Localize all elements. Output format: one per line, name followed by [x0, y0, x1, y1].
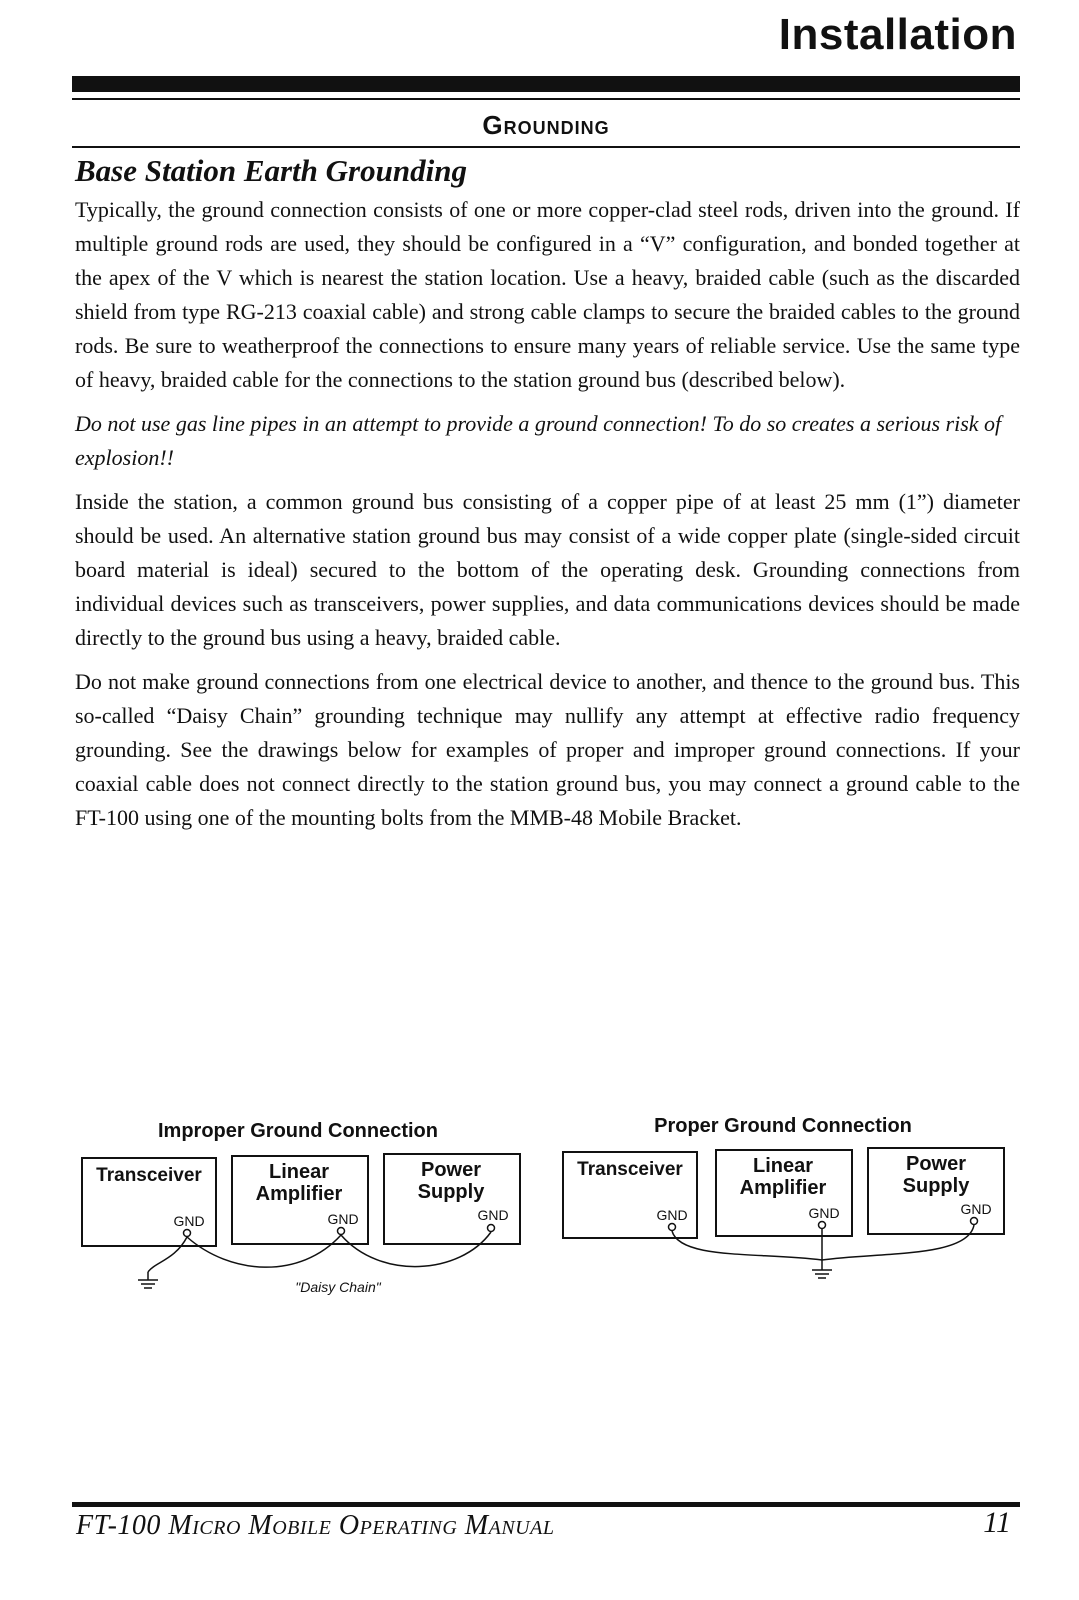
- improper-amplifier-gnd: GND: [327, 1211, 359, 1227]
- proper-terminal-2: [819, 1222, 826, 1229]
- warning-gas-pipes: Do not use gas line pipes in an attempt to provide a ground connection! To do so creates a serious risk of explosion!!: [75, 411, 1002, 471]
- improper-transceiver-gnd: GND: [173, 1213, 205, 1229]
- section-rule: [72, 146, 1020, 148]
- improper-power-supply-label-1: Power: [420, 1159, 482, 1181]
- proper-amplifier-label-1: Linear: [752, 1155, 814, 1177]
- subheading: Base Station Earth Grounding: [75, 153, 467, 188]
- proper-transceiver-gnd: GND: [656, 1207, 688, 1223]
- improper-daisy-chain-label: "Daisy Chain": [295, 1279, 381, 1295]
- improper-power-supply-gnd: GND: [477, 1207, 509, 1223]
- improper-amplifier-label-1: Linear: [268, 1161, 330, 1183]
- improper-amplifier-label-2: Amplifier: [255, 1183, 343, 1205]
- improper-chain-wire-2: [341, 1232, 491, 1267]
- proper-diagram: [563, 1115, 1004, 1278]
- proper-terminal-1: [669, 1224, 676, 1231]
- footer-manual-title: FT-100 Micro Mobile Operating Manual: [76, 1510, 555, 1541]
- paragraph-ground-bus: Inside the station, a common ground bus consisting of a copper pipe of at least 25 mm (1”) diameter should be used. An alternative station ground bus may consist of a wide copper plate (single-sided circuit board material is ideal) secured to the bottom of the operating desk. Grounding connections from individual devices such as transceivers, power supplies, and data communications devices should be made directly to the ground bus using a heavy, braided cable.: [75, 489, 1020, 651]
- section-heading: Grounding: [482, 110, 610, 140]
- proper-amplifier-gnd: GND: [808, 1205, 840, 1221]
- proper-wire-3: [822, 1225, 974, 1260]
- improper-ground-wire: [148, 1237, 187, 1272]
- improper-transceiver-label: Transceiver: [96, 1165, 202, 1186]
- header-thick-rule: [72, 76, 1020, 92]
- proper-power-supply-gnd: GND: [960, 1201, 992, 1217]
- proper-power-supply-label-1: Power: [905, 1153, 967, 1175]
- proper-transceiver-label: Transceiver: [577, 1159, 683, 1180]
- footer-rule: [72, 1502, 1020, 1507]
- improper-terminal-3: [488, 1225, 495, 1232]
- header-thin-rule: [72, 98, 1020, 100]
- improper-chain-wire-1: [187, 1235, 341, 1267]
- improper-terminal-1: [184, 1230, 191, 1237]
- improper-diagram-title: Improper Ground Connection: [158, 1120, 438, 1142]
- improper-diagram: [82, 1120, 520, 1295]
- paragraph-daisy-chain: Do not make ground connections from one electrical device to another, and thence to the ground bus. This so-called “Daisy Chain” grounding technique may nullify any attempt at effective radio frequency grounding. See the drawings below for examples of proper and improper ground connections. If your coaxial cable does not connect directly to the station ground bus, you may connect a ground cable to the FT-100 using one of the mounting bolts from the MMB-48 Mobile Bracket.: [75, 669, 1020, 831]
- proper-diagram-title: Proper Ground Connection: [654, 1115, 912, 1137]
- proper-ground-symbol: [812, 1260, 832, 1278]
- main-content: [75, 152, 1020, 845]
- paragraph-earth-grounding: Typically, the ground connection consists of one or more copper-clad steel rods, driven into the ground. If multiple ground rods are used, they should be configured in a “V” configuration, and bonded together at the apex of the V which is nearest the station location. Use a heavy, braided cable (such as the discarded shield from type RG-213 coaxial cable) and strong cable clamps to secure the braided cables to the ground rods. Be sure to weatherproof the connections to ensure many years of reliable service. Use the same type of heavy, braided cable for the connections to the station ground bus (described below).: [75, 197, 1020, 393]
- proper-power-supply-label-2: Supply: [902, 1175, 970, 1197]
- improper-ground-symbol: [138, 1272, 158, 1288]
- improper-power-supply-label-2: Supply: [417, 1181, 485, 1203]
- grounding-diagrams: [0, 1100, 1079, 1320]
- improper-terminal-2: [338, 1228, 345, 1235]
- chapter-title: Installation: [778, 10, 1017, 59]
- footer-page-number: 11: [983, 1506, 1011, 1539]
- proper-amplifier-label-2: Amplifier: [739, 1177, 827, 1199]
- proper-terminal-3: [971, 1218, 978, 1225]
